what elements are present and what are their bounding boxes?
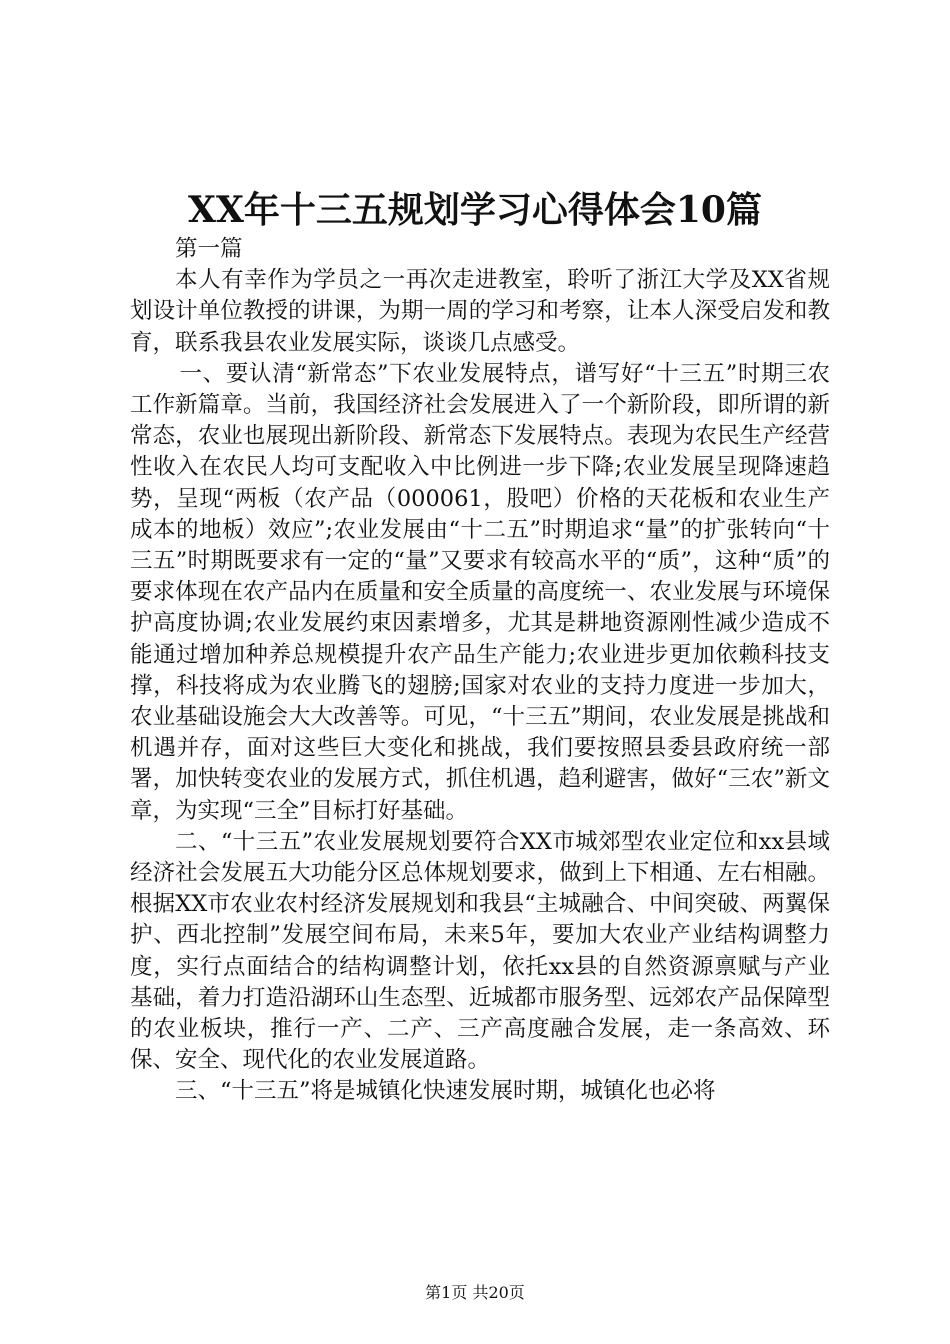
page-footer: 第1页 共20页 (425, 1283, 525, 1302)
body-paragraph-point-1: 一、要认清“新常态”下农业发展特点，谱写好“十三五”时期三农工作新篇章。当前，我国经济社会发展进入了一个新阶段，即所谓的新常态，农业也展现出新阶段、新常态下发展特点。表现为农民生产经营性收入在农民人均可支配收入中比例进一步下降;农业发展呈现降速趋势，呈现“两板（农产品（000061，股吧）价格的天花板和农业生产成本的地板）效应”;农业发展由“十二五”时期追求“量”的扩张转向“十三五”时期既要求有一定的“量”又要求有较高水平的“质”，这种“质”的要求体现在农产品内在质量和安全质量的高度统一、农业发展与环境保护高度协调;农业发展约束因素增多，尤其是耕地资源刚性减少造成不能通过增加种养总规模提升农产品生产能力;农业进步更加依赖科技支撑，科技将成为农业腾飞的翅膀;国家对农业的支持力度进一步加大，农业基础设施会大大改善等。可见，“十三五”期间，农业发展是挑战和机遇并存，面对这些巨大变化和挑战，我们要按照县委县政府统一部署，加快转变农业的发展方式，抓住机遇，趋利避害，做好“三农”新文章，为实现“三全”目标打好基础。 (130, 360, 830, 824)
document-body (130, 234, 830, 1108)
body-paragraph-intro: 本人有幸作为学员之一再次走进教室，聆听了浙江大学及XX省规划设计单位教授的讲课，为期一周的学习和考察，让本人深受启发和教育，联系我县农业发展实际，谈谈几点感受。 (130, 267, 830, 356)
document-title: XX年十三五规划学习心得体会10篇 (188, 189, 762, 231)
body-paragraph-point-2: 二、“十三五”农业发展规划要符合XX市城郊型农业定位和xx县域经济社会发展五大功能分区总体规划要求，做到上下相通、左右相融。根据XX市农业农村经济发展规划和我县“主城融合、中间突破、两翼保护、西北控制”发展空间布局，未来5年，要加大农业产业结构调整力度，实行点面结合的结构调整计划，依托xx县的自然资源禀赋与产业基础，着力打造沿湖环山生态型、近城都市服务型、远郊农产品保障型的农业板块，推行一产、二产、三产高度融合发展，走一条高效、环保、安全、现代化的农业发展道路。 (130, 828, 830, 1074)
section-heading: 第一篇 (175, 236, 243, 262)
body-paragraph-point-3: 三、“十三五”将是城镇化快速发展时期，城镇化也必将 (175, 1078, 716, 1105)
